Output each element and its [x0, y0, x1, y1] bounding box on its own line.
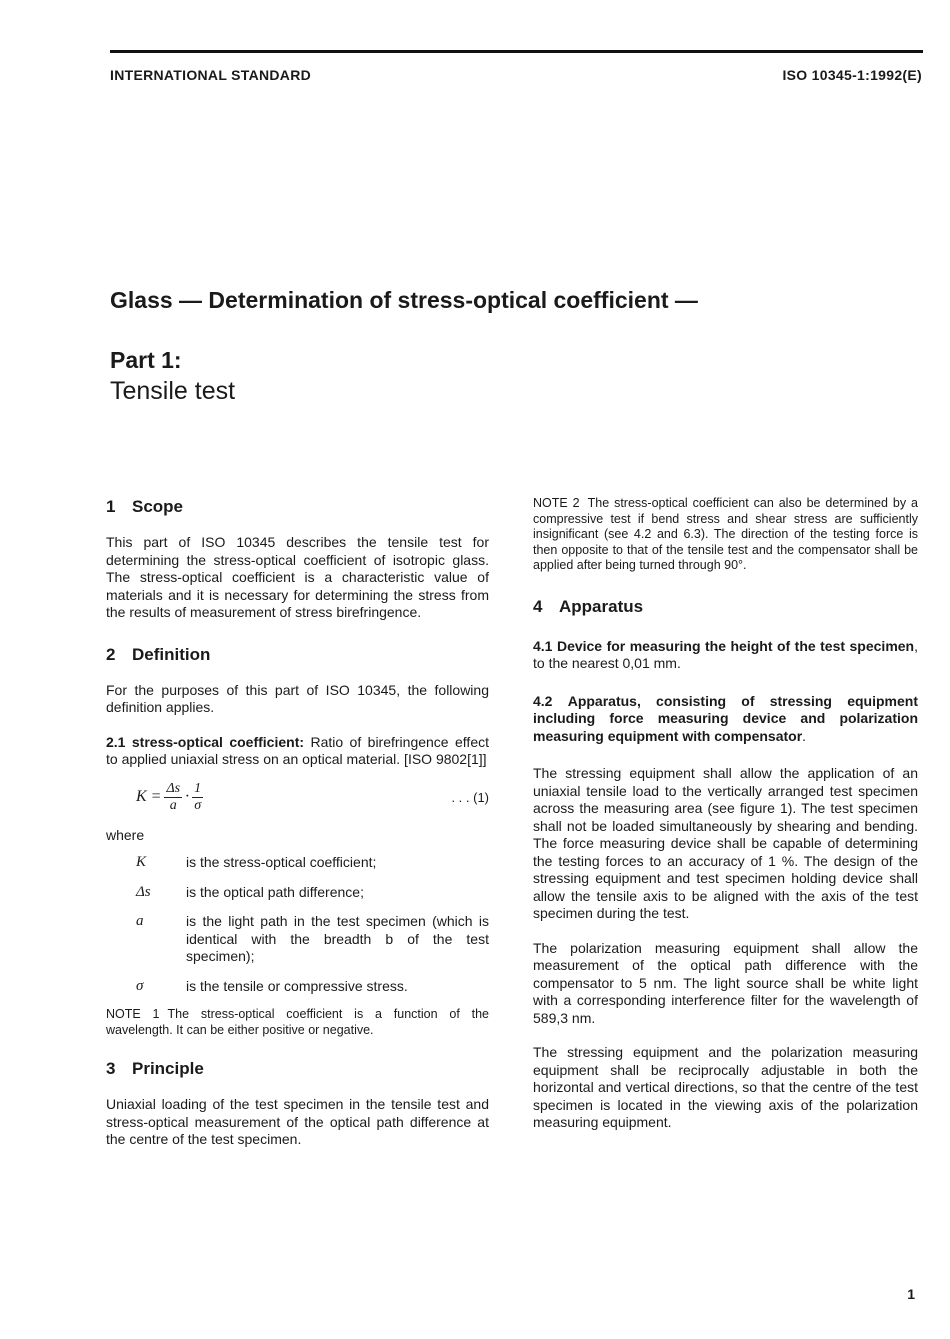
symbol: a: [136, 913, 144, 929]
symbol: K: [136, 854, 147, 870]
formula-lhs: K =: [136, 788, 162, 806]
part-subtitle: Tensile test: [110, 377, 236, 405]
clause-number: 2.1: [106, 733, 126, 750]
section-title: Apparatus: [559, 596, 644, 616]
definition-intro: For the purposes of this part of ISO 10345, the following definition applies.: [106, 681, 489, 715]
formula-expression: [136, 781, 206, 814]
scope-heading: [106, 496, 489, 518]
section-number: 2: [106, 644, 116, 664]
symbol-row: [106, 913, 489, 966]
symbol-list: [106, 854, 489, 995]
section-title: Definition: [132, 644, 211, 664]
document-title: Glass — Determination of stress-optical coefficient —: [110, 287, 698, 313]
where-label: where: [106, 826, 145, 843]
header-rule: [110, 50, 923, 53]
symbol-row: [106, 884, 489, 902]
note-text: The stress-optical coefficient is a function of the wavelength. It can be either positive or negative.: [106, 1007, 489, 1037]
fraction-denominator: σ: [194, 797, 202, 813]
symbol-description: is the tensile or compressive stress.: [186, 977, 408, 994]
symbol-description: is the stress-optical coefficient;: [186, 854, 377, 870]
subclause-text: , to the nearest 0,01 mm.: [533, 637, 918, 671]
formula-1: [106, 777, 489, 817]
principle-text: Uniaxial loading of the test specimen in the tensile test and stress-optical measurement of the optical path difference at the centre of the test specimen.: [106, 1096, 489, 1147]
note-label: NOTE 2: [533, 496, 580, 510]
note-2: [533, 496, 918, 574]
fraction-numerator: Δs: [166, 780, 181, 796]
note-text: The stress-optical coefficient can also be determined by a compressive test if bend stress and shear stress are sufficiently insignificant (see 4.2 and 6.3). The direction of the testing force is then opposite to that of the tensile test and the compensator shall be applied after being turned through 90°.: [533, 496, 918, 572]
note-label: NOTE 1: [106, 1007, 160, 1021]
symbol-row: [106, 854, 489, 872]
subclause-4-2: [533, 693, 918, 746]
part-label: Part 1:: [110, 347, 182, 373]
right-column: [533, 496, 918, 1149]
left-column: [106, 496, 489, 1166]
note-1: [106, 1007, 489, 1038]
formula-number: . . . (1): [451, 789, 489, 805]
subclause-text: .: [802, 727, 807, 744]
header-standard-type: INTERNATIONAL STANDARD: [110, 67, 312, 83]
apparatus-paragraph-2: The polarization measuring equipment shall allow the measurement of the optical path difference with the compensator to 5 nm. The light source shall be white light with a corresponding interference filter for the wavelength of 589,3 nm.: [533, 939, 918, 1026]
section-title: Principle: [132, 1059, 204, 1078]
section-number: 1: [106, 497, 116, 516]
subclause-title: Device for measuring the height of the test specimen: [556, 637, 915, 654]
section-number: 3: [106, 1059, 116, 1078]
symbol-description: is the light path in the test specimen (which is identical with the breadth b of the test specimen);: [186, 913, 489, 964]
scope-text: This part of ISO 10345 describes the tensile test for determining the stress-optical coefficient of isotropic glass. The stress-optical coefficient is a characteristic value of materials and it is necessary for determining the stress from the results of measurement of stress birefringence.: [106, 534, 489, 620]
definition-clause: [106, 734, 489, 769]
definition-heading: [106, 644, 489, 666]
subclause-number: 4.2: [533, 692, 553, 709]
principle-heading: [106, 1058, 489, 1080]
section-number: 4: [533, 596, 543, 616]
apparatus-heading: [533, 596, 918, 618]
fraction-inverse-stress: [192, 781, 203, 814]
fraction-path-diff: [164, 781, 182, 814]
symbol-description: is the optical path difference;: [186, 883, 364, 900]
apparatus-paragraph-3: The stressing equipment and the polarization measuring equipment shall be reciprocally adjustable in both the horizontal and vertical directions, so that the centre of the test specimen is located in the viewing axis of the polarization measuring equipment.: [533, 1044, 918, 1130]
symbol-row: [106, 978, 489, 996]
symbol: Δs: [136, 883, 151, 900]
fraction-denominator: a: [169, 797, 177, 813]
defined-term: stress-optical coefficient:: [131, 733, 305, 750]
subclause-4-1: [533, 638, 918, 673]
apparatus-paragraph-1: The stressing equipment shall allow the application of an uniaxial tensile load to the vertically arranged test specimen across the measuring area (see figure 1). The test specimen shall not be loaded simultaneously by shearing and bending. The force measuring device shall be capable of determining the testing forces to an accuracy of 1 %. The design of the stressing equipment and test specimen holding device shall allow the tensile axis to be aligned with the axis of the test specimen during the test.: [533, 765, 918, 921]
symbol: σ: [136, 977, 144, 994]
page-number: 1: [907, 1286, 915, 1302]
section-title: Scope: [132, 497, 184, 516]
subclause-title: Apparatus, consisting of stressing equipment including force measuring device and polarization measuring equipment with compensator: [533, 692, 918, 744]
term-definition: Ratio of birefringence effect to applied uniaxial stress on an optical material. [ISO 9802[1]]: [106, 733, 489, 767]
subclause-number: 4.1: [533, 637, 553, 654]
fraction-numerator: 1: [194, 780, 202, 796]
header-standard-number: ISO 10345-1:1992(E): [782, 67, 922, 83]
formula-dot: ·: [185, 788, 190, 806]
